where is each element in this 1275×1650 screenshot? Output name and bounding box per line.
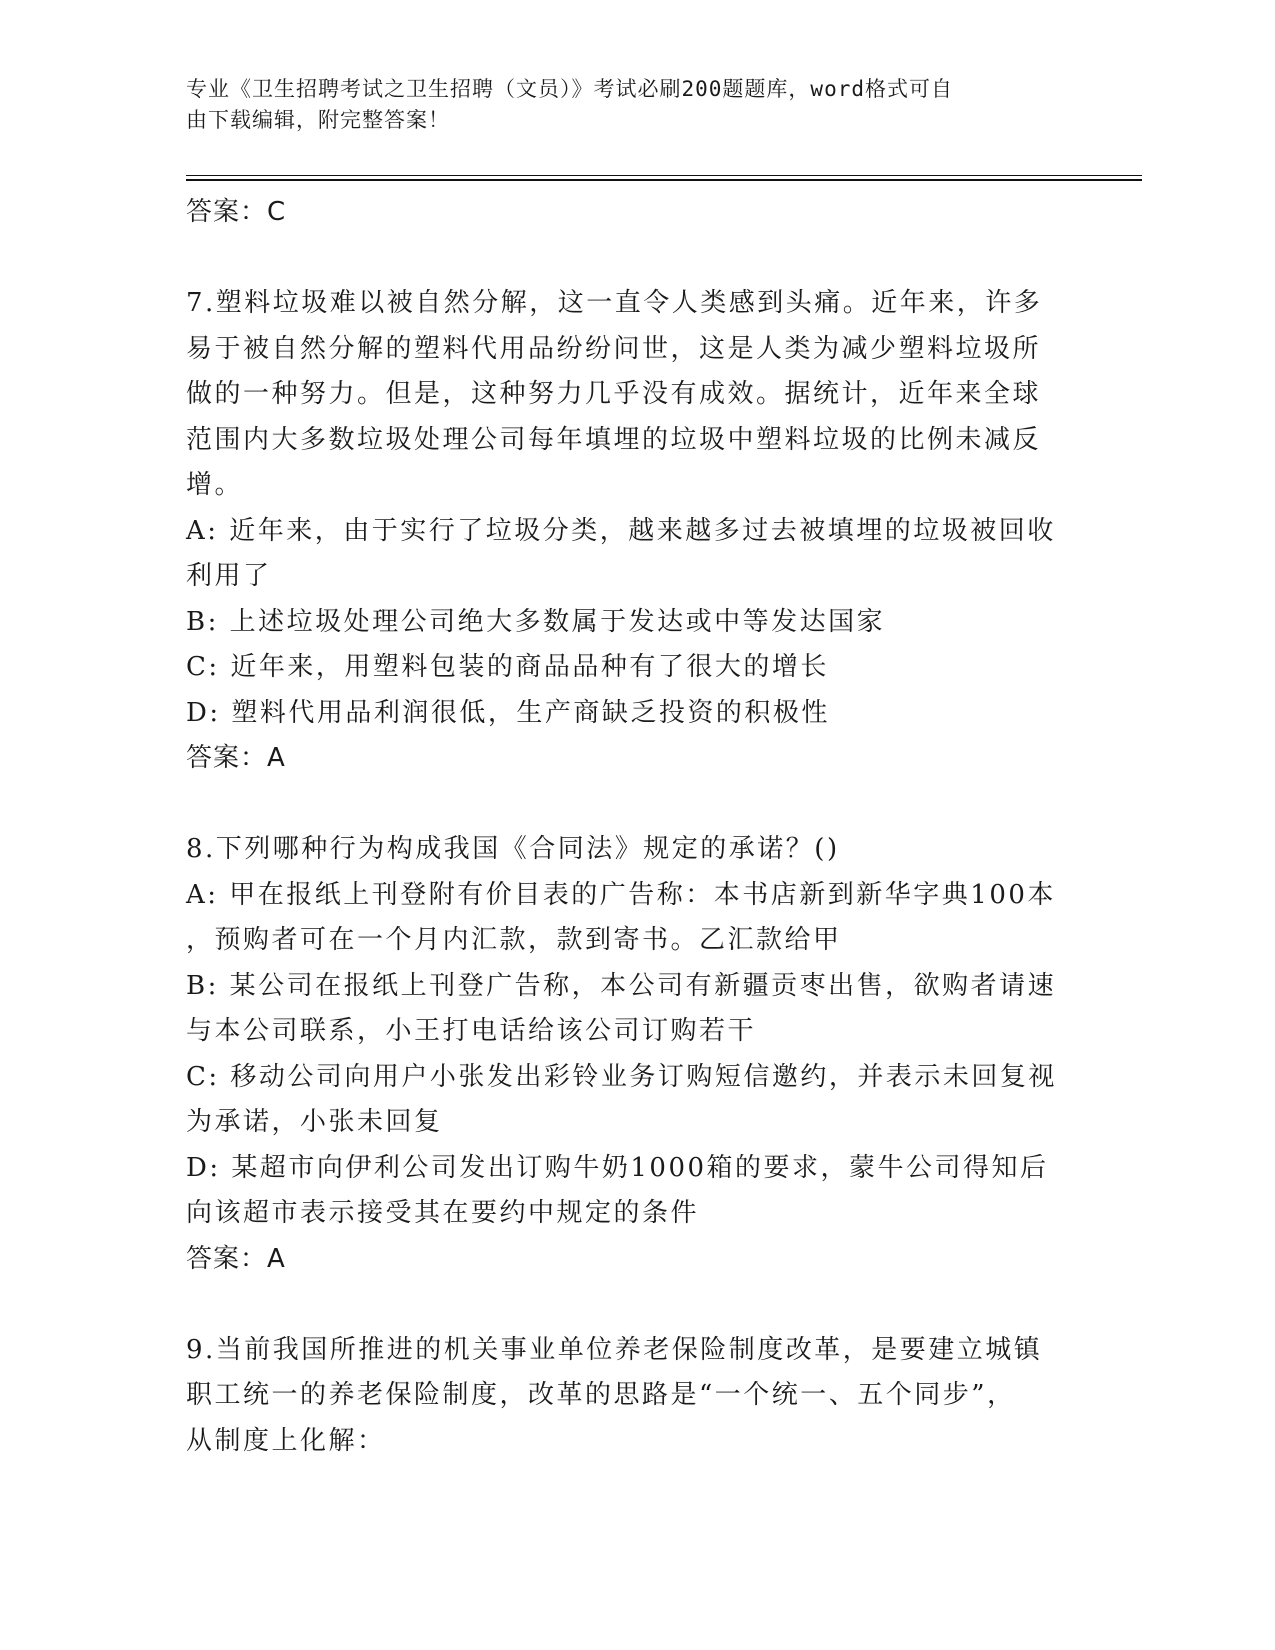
previous-answer: 答案：C — [186, 197, 287, 227]
header-line-2: 由下载编辑，附完整答案！ — [186, 108, 450, 132]
document-body — [186, 190, 1086, 1464]
header-line-1: 专业《卫生招聘考试之卫生招聘（文员）》考试必刷200题题库，word格式可自 — [186, 77, 953, 101]
question-8-option-d: D: 某超市向伊利公司发出订购牛奶1000箱的要求，蒙牛公司得知后 — [186, 1152, 1049, 1183]
question-7-answer: 答案：A — [186, 743, 286, 773]
question-9-stem-line: 9.当前我国所推进的机关事业单位养老保险制度改革，是要建立城镇 — [186, 1334, 1043, 1365]
spacer — [186, 782, 1086, 828]
question-8-option-b-cont: 与本公司联系，小王打电话给该公司订购若干 — [186, 1016, 757, 1046]
question-7-stem-line: 增。 — [186, 470, 244, 500]
question-8-option-c: C: 移动公司向用户小张发出彩铃业务订购短信邀约，并表示未回复视 — [186, 1061, 1057, 1092]
question-8-stem-line: 8.下列哪种行为构成我国《合同法》规定的承诺？() — [186, 834, 840, 864]
question-9-stem-line: 职工统一的养老保险制度，改革的思路是“一个统一、五个同步”， — [186, 1380, 1016, 1410]
document-header — [186, 74, 1086, 136]
header-rule-thin — [186, 175, 1142, 176]
question-7-stem-line: 范围内大多数垃圾处理公司每年填埋的垃圾中塑料垃圾的比例未减反 — [186, 424, 1042, 455]
question-8-option-c-cont: 为承诺，小张未回复 — [186, 1107, 443, 1137]
question-7-stem-line: 7.塑料垃圾难以被自然分解，这一直令人类感到头痛。近年来，许多 — [186, 288, 1043, 318]
spacer — [186, 236, 1086, 282]
question-7-stem-line: 易于被自然分解的塑料代用品纷纷问世，这是人类为减少塑料垃圾所 — [186, 333, 1042, 364]
header-rule-thick — [186, 179, 1142, 181]
question-7-option-a: A: 近年来，由于实行了垃圾分类，越来越多过去被填埋的垃圾被回收 — [186, 515, 1056, 546]
question-7-option-c: C: 近年来，用塑料包装的商品品种有了很大的增长 — [186, 652, 829, 682]
question-9 — [186, 1328, 1086, 1465]
question-9-stem-line: 从制度上化解： — [186, 1425, 386, 1456]
question-7-option-a-cont: 利用了 — [186, 561, 272, 591]
question-8-answer: 答案：A — [186, 1243, 286, 1274]
spacer — [186, 1282, 1086, 1328]
question-8-option-a: A: 甲在报纸上刊登附有价目表的广告称：本书店新到新华字典100本 — [186, 879, 1056, 910]
question-7 — [186, 281, 1086, 782]
question-8 — [186, 827, 1086, 1282]
question-7-option-b: B: 上述垃圾处理公司绝大多数属于发达或中等发达国家 — [186, 606, 886, 637]
question-7-option-d: D: 塑料代用品利润很低，生产商缺乏投资的积极性 — [186, 697, 830, 728]
question-8-option-d-cont: 向该超市表示接受其在要约中规定的条件 — [186, 1198, 700, 1228]
question-8-option-b: B: 某公司在报纸上刊登广告称，本公司有新疆贡枣出售，欲购者请速 — [186, 970, 1057, 1001]
question-8-option-a-cont: ，预购者可在一个月内汇款，款到寄书。乙汇款给甲 — [186, 925, 842, 955]
question-7-stem-line: 做的一种努力。但是，这种努力几乎没有成效。据统计，近年来全球 — [186, 379, 1042, 409]
